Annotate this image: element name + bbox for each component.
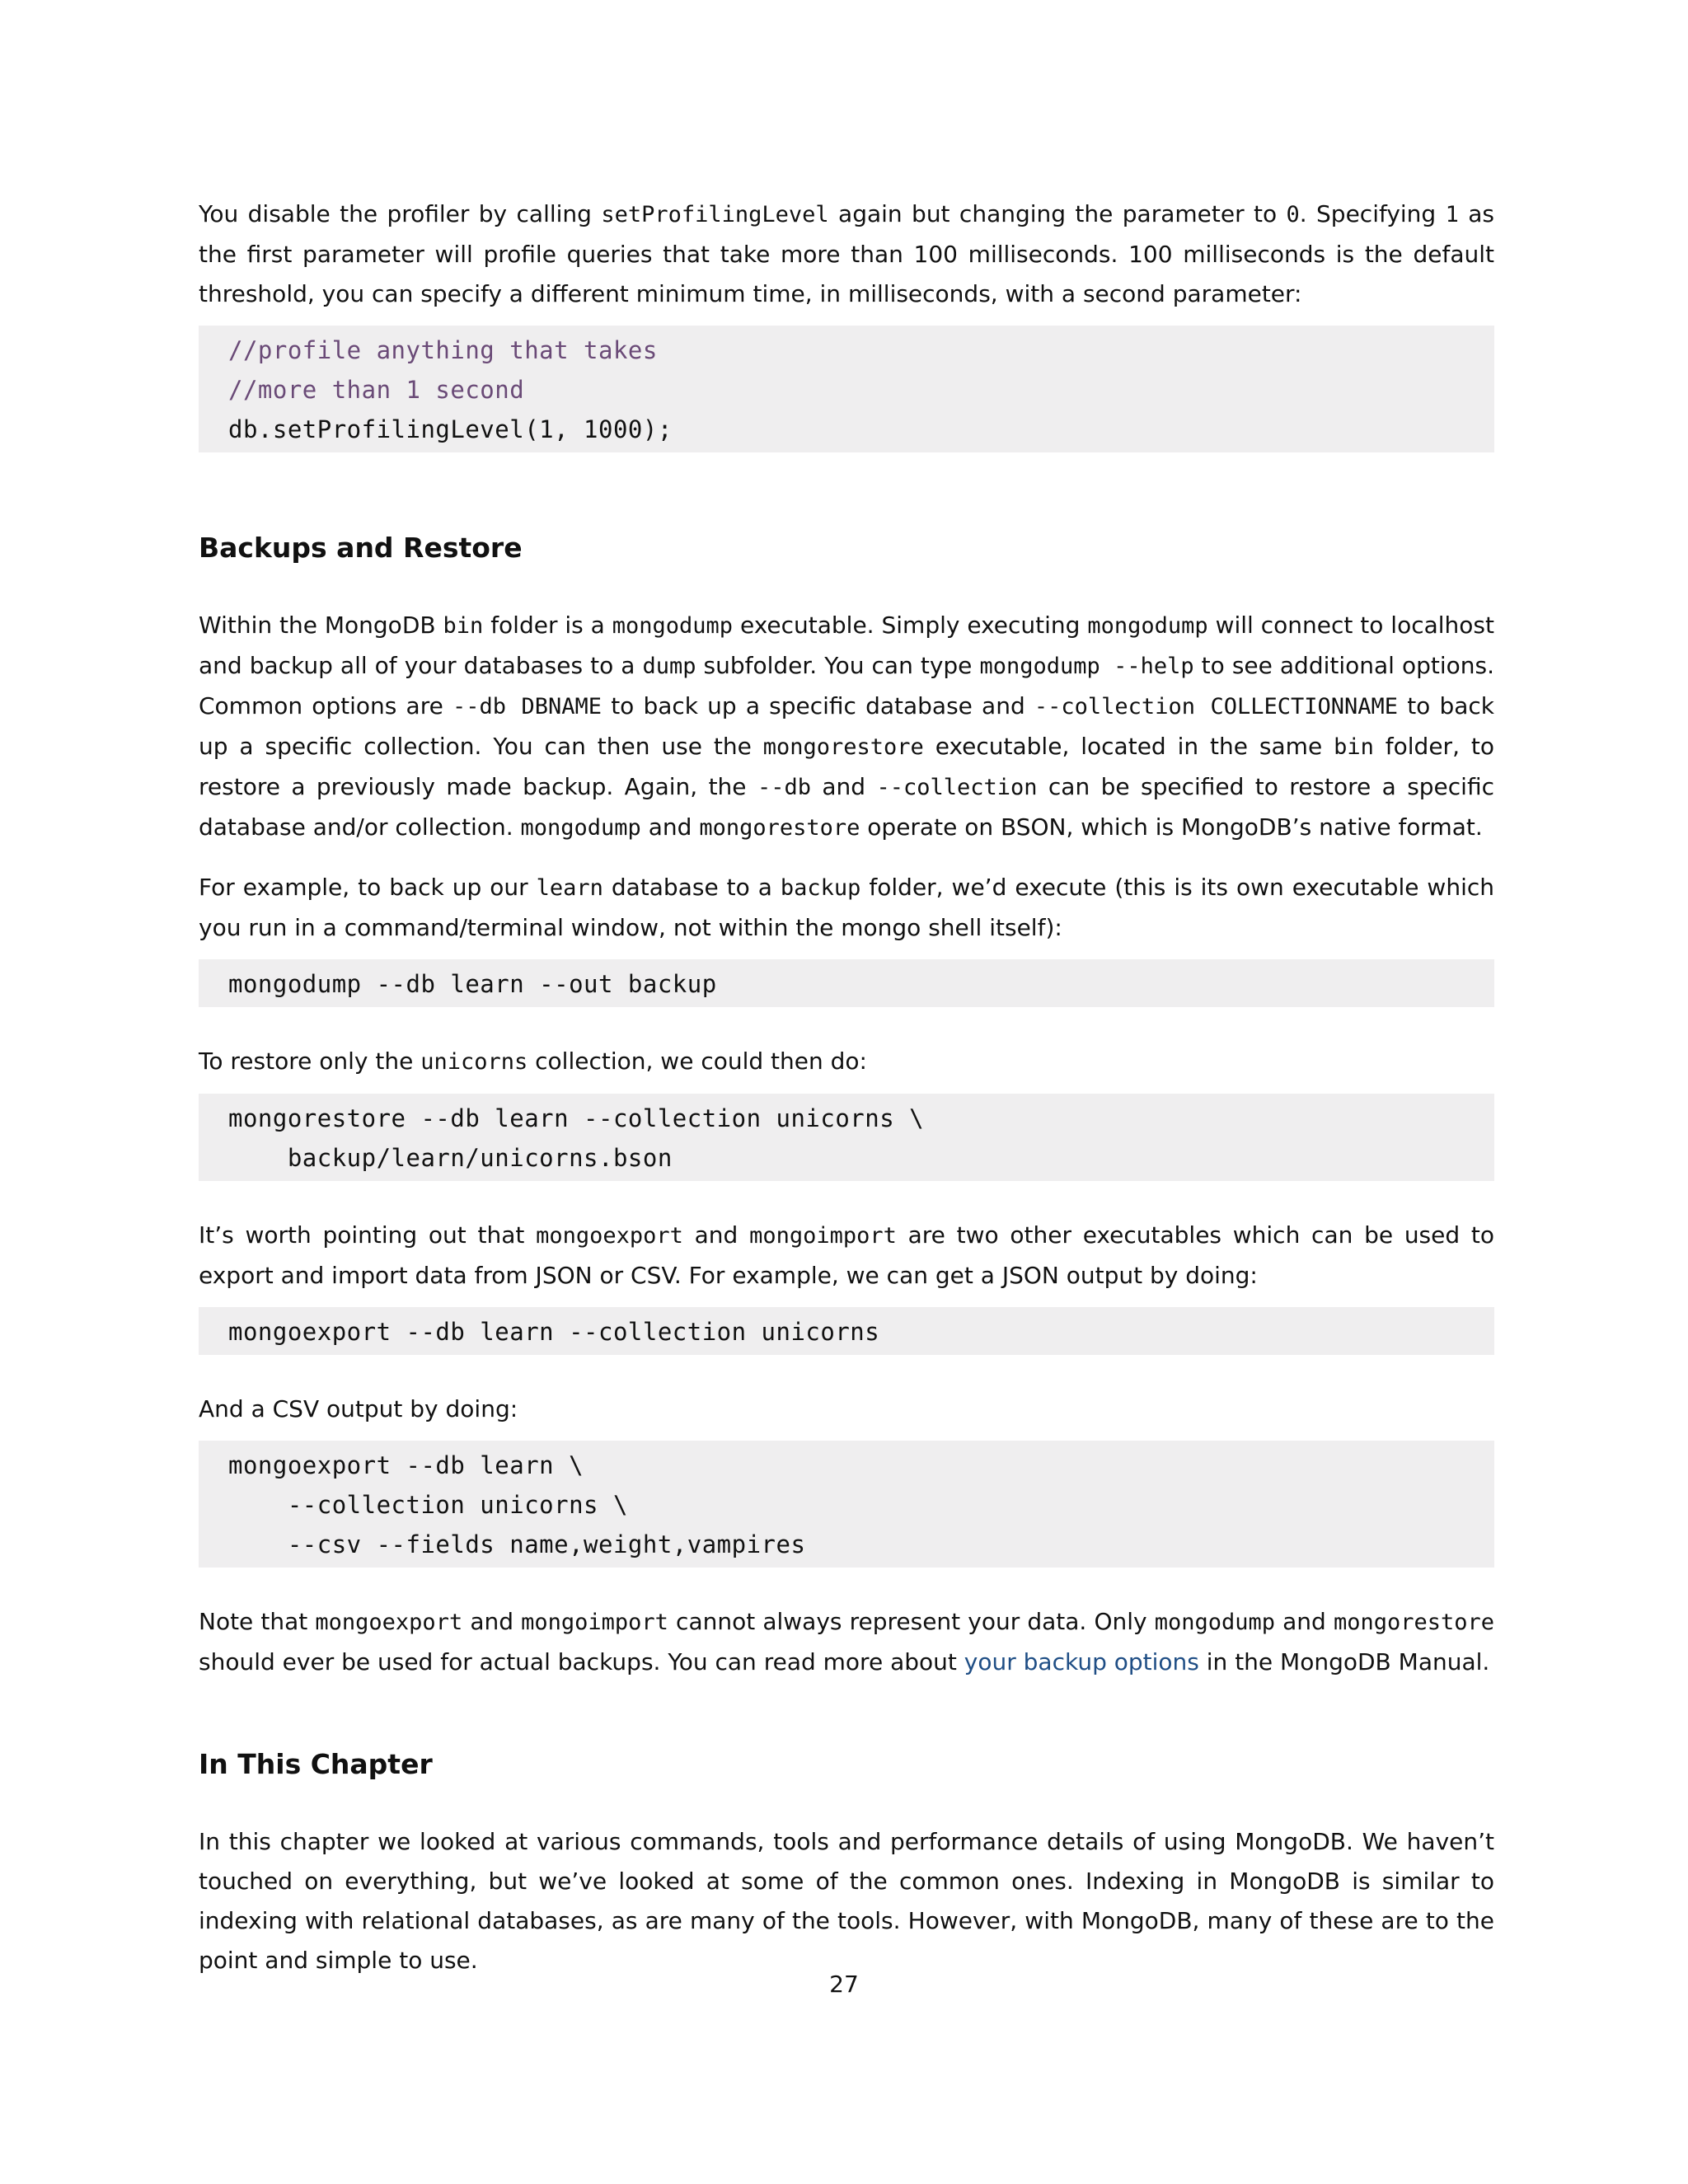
backups-paragraph-5: And a CSV output by doing: bbox=[199, 1395, 518, 1422]
code-line: mongorestore --db learn --collection unicorns \ bbox=[228, 1104, 925, 1132]
code-line: --csv --fields name,weight,vampires bbox=[228, 1530, 806, 1558]
inline-code: mongoimport bbox=[749, 1223, 897, 1249]
text: in the MongoDB Manual. bbox=[1198, 1648, 1490, 1675]
text: For example, to back up our bbox=[199, 874, 537, 901]
inline-code: --collection COLLECTIONNAME bbox=[1034, 694, 1399, 719]
inline-code: setProfilingLevel bbox=[601, 202, 829, 227]
inline-code: mongodump --help bbox=[979, 654, 1194, 679]
inline-code: learn bbox=[536, 875, 603, 901]
inline-code: bin bbox=[443, 613, 484, 639]
code-line: backup/learn/unicorns.bson bbox=[228, 1144, 673, 1172]
text: again but changing the parameter to bbox=[828, 200, 1287, 227]
code-line: mongoexport --db learn --collection unicorns bbox=[228, 1318, 880, 1346]
inline-code: mongodump bbox=[1087, 613, 1208, 639]
inline-code: bin bbox=[1334, 734, 1374, 760]
code-block-mongorestore bbox=[199, 1094, 1494, 1181]
text: can be specified to restore a specific database and/or collection. bbox=[199, 773, 1494, 841]
text: folder is a bbox=[483, 612, 612, 639]
inline-code: mongorestore bbox=[762, 734, 924, 760]
inline-code: mongodump bbox=[612, 613, 734, 639]
inline-code: mongodump bbox=[520, 815, 641, 841]
inline-code: backup bbox=[780, 875, 861, 901]
text: and bbox=[682, 1221, 750, 1249]
text: to see additional options. Common options are bbox=[199, 652, 1494, 719]
text: It’s worth pointing out that bbox=[199, 1221, 537, 1249]
code-line: mongoexport --db learn \ bbox=[228, 1451, 584, 1479]
text: . Specifying bbox=[1299, 200, 1446, 227]
inline-code: --db bbox=[757, 775, 811, 800]
text: and bbox=[1275, 1608, 1334, 1635]
inline-code: mongoexport bbox=[315, 1610, 463, 1635]
inline-code: --collection bbox=[876, 775, 1038, 800]
backup-options-link[interactable]: your backup options bbox=[964, 1648, 1199, 1675]
inline-code: mongorestore bbox=[699, 815, 860, 841]
text: are two other executables which can be used to export and import data from JSON or CSV. For example, we can get a JSON output by doing: bbox=[199, 1221, 1494, 1289]
backups-paragraph-2 bbox=[199, 868, 1494, 948]
text: folder, we’d execute (this is its own executable which you run in a command/terminal window, not within the mongo shell itself): bbox=[199, 874, 1495, 941]
inline-code: 1 bbox=[1445, 202, 1459, 227]
page-content bbox=[199, 194, 1494, 1980]
text: and bbox=[640, 813, 700, 841]
text: executable. Simply executing bbox=[733, 612, 1088, 639]
text: to back up a specific database and bbox=[602, 692, 1034, 719]
inline-code: 0 bbox=[1286, 202, 1300, 227]
text: Within the MongoDB bbox=[199, 612, 443, 639]
heading-backups-and-restore: Backups and Restore bbox=[199, 532, 523, 564]
backups-paragraph-6 bbox=[199, 1602, 1494, 1682]
code-block-mongoexport-csv bbox=[199, 1441, 1494, 1568]
code-comment: //profile anything that takes bbox=[228, 336, 658, 364]
text: cannot always represent your data. Only bbox=[668, 1608, 1155, 1635]
text: folder, to restore a previously made backup. Again, the bbox=[199, 733, 1494, 800]
chapter-paragraph: In this chapter we looked at various commands, tools and performance details of using MongoDB. We haven’t touched on everything, but we’ve looked at some of the common ones. Indexing in MongoDB is similar to indexing with relational databases, as are many of the tools. However, with MongoDB, many of these are to the point and simple to use. bbox=[199, 1828, 1494, 1974]
heading-in-this-chapter: In This Chapter bbox=[199, 1748, 433, 1780]
text: will connect to localhost and backup all of your databases to a bbox=[199, 612, 1494, 679]
text: and bbox=[810, 773, 877, 800]
inline-code: --db DBNAME bbox=[452, 694, 603, 719]
text: Note that bbox=[199, 1608, 316, 1635]
inline-code: mongoimport bbox=[521, 1610, 668, 1635]
code-block-profile bbox=[199, 326, 1494, 452]
profiler-paragraph bbox=[199, 194, 1494, 314]
text: subfolder. You can type bbox=[696, 652, 980, 679]
backups-paragraph-3 bbox=[199, 1042, 1494, 1082]
text: collection, we could then do: bbox=[528, 1047, 867, 1075]
inline-code: unicorns bbox=[420, 1049, 528, 1075]
text: executable, located in the same bbox=[923, 733, 1334, 760]
backups-paragraph-1 bbox=[199, 606, 1494, 848]
backups-paragraph-4 bbox=[199, 1216, 1494, 1296]
page-number: 27 bbox=[829, 1971, 859, 1998]
inline-code: mongodump bbox=[1154, 1610, 1276, 1635]
text: database to a bbox=[603, 874, 781, 901]
text: To restore only the bbox=[199, 1047, 421, 1075]
text: to back up a specific collection. You can then use the bbox=[199, 692, 1495, 760]
text: should ever be used for actual backups. You can read more about bbox=[199, 1648, 964, 1675]
code-line: --collection unicorns \ bbox=[228, 1491, 628, 1519]
text: and bbox=[462, 1608, 522, 1635]
code-block-mongodump bbox=[199, 959, 1494, 1007]
code-block-mongoexport-json bbox=[199, 1307, 1494, 1355]
code-line: mongodump --db learn --out backup bbox=[228, 970, 717, 998]
code-comment: //more than 1 second bbox=[228, 376, 525, 404]
inline-code: dump bbox=[642, 654, 696, 679]
text: You disable the profiler by calling bbox=[199, 200, 602, 227]
text: as the first parameter will profile queries that take more than 100 milliseconds. 100 milliseconds is the default threshold, you can specify a different minimum time, in milliseconds, with a second parameter: bbox=[199, 200, 1494, 307]
inline-code: mongoexport bbox=[536, 1223, 683, 1249]
inline-code: mongorestore bbox=[1333, 1610, 1495, 1635]
text: operate on BSON, which is MongoDB’s native format. bbox=[860, 813, 1483, 841]
code-line: db.setProfilingLevel(1, 1000); bbox=[228, 415, 673, 443]
